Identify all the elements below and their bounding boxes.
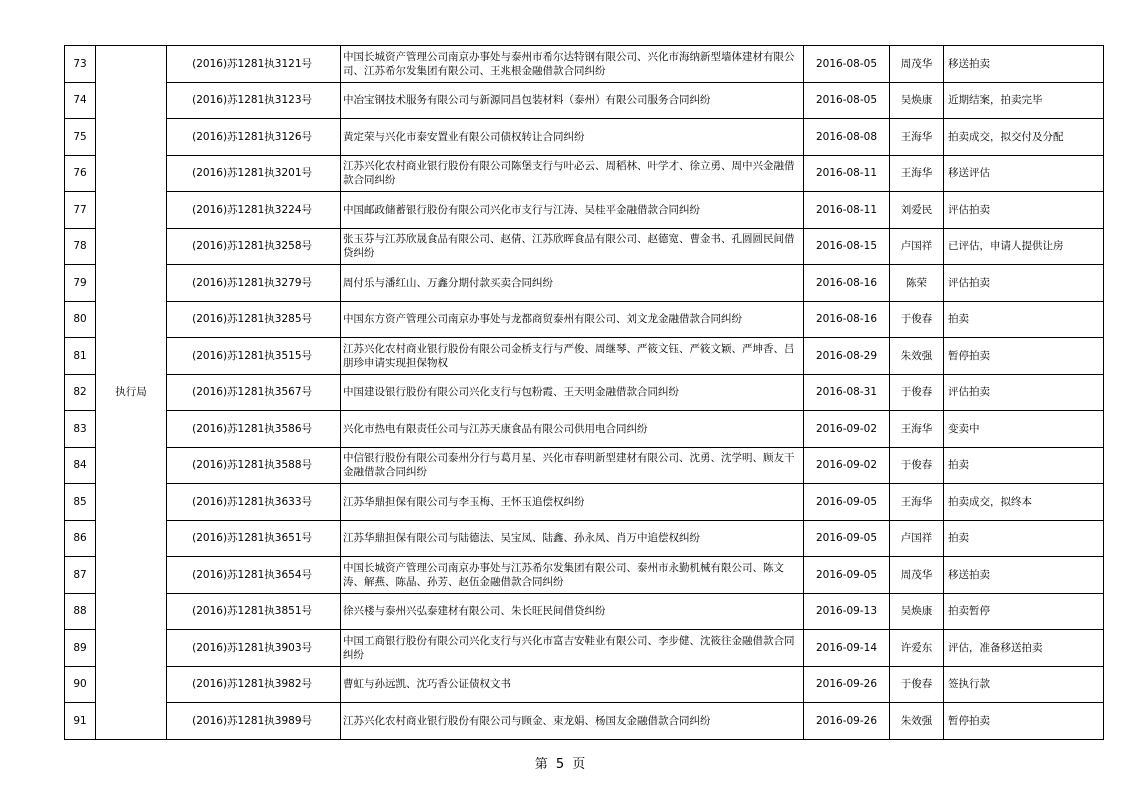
filing-date: 2016-08-05 <box>804 46 890 83</box>
case-status: 变卖中 <box>944 411 1104 448</box>
table-row <box>65 82 1104 119</box>
filing-date: 2016-08-16 <box>804 265 890 302</box>
case-title: 江苏兴化农村商业银行股份有限公司与顾金、束龙娟、杨国友金融借款合同纠纷 <box>341 703 804 740</box>
table-row <box>65 593 1104 630</box>
case-number: (2016)苏1281执3851号 <box>167 593 341 630</box>
judge-name: 吴焕康 <box>890 82 944 119</box>
filing-date: 2016-09-02 <box>804 411 890 448</box>
row-number: 73 <box>65 46 96 83</box>
filing-date: 2016-09-26 <box>804 703 890 740</box>
row-number: 82 <box>65 374 96 411</box>
filing-date: 2016-08-29 <box>804 338 890 375</box>
row-number: 77 <box>65 192 96 229</box>
judge-name: 于俊春 <box>890 666 944 703</box>
filing-date: 2016-09-05 <box>804 557 890 594</box>
row-number: 79 <box>65 265 96 302</box>
row-number: 75 <box>65 119 96 156</box>
case-status: 拍卖成交，拟终本 <box>944 484 1104 521</box>
row-number: 85 <box>65 484 96 521</box>
case-title: 中国工商银行股份有限公司兴化支行与兴化市富吉安鞋业有限公司、李步健、沈筱往金融借款合同纠纷 <box>341 630 804 667</box>
case-status: 近期结案，拍卖完毕 <box>944 82 1104 119</box>
case-status: 评估，准备移送拍卖 <box>944 630 1104 667</box>
filing-date: 2016-08-31 <box>804 374 890 411</box>
judge-name: 周茂华 <box>890 46 944 83</box>
judge-name: 许爱东 <box>890 630 944 667</box>
judge-name: 于俊春 <box>890 447 944 484</box>
table-row <box>65 119 1104 156</box>
case-number: (2016)苏1281执3121号 <box>167 46 341 83</box>
department-cell: 执行局 <box>96 46 167 740</box>
case-title: 江苏兴化农村商业银行股份有限公司陈堡支行与叶必云、周稻林、叶学才、徐立勇、周中兴金融借款合同纠纷 <box>341 155 804 192</box>
filing-date: 2016-08-16 <box>804 301 890 338</box>
case-table <box>64 45 1104 740</box>
table-row <box>65 557 1104 594</box>
row-number: 89 <box>65 630 96 667</box>
table-row <box>65 155 1104 192</box>
case-status: 移送拍卖 <box>944 557 1104 594</box>
filing-date: 2016-09-26 <box>804 666 890 703</box>
filing-date: 2016-09-13 <box>804 593 890 630</box>
table-row <box>65 520 1104 557</box>
case-number: (2016)苏1281执3515号 <box>167 338 341 375</box>
case-number: (2016)苏1281执3633号 <box>167 484 341 521</box>
judge-name: 王海华 <box>890 411 944 448</box>
row-number: 88 <box>65 593 96 630</box>
case-status: 评估拍卖 <box>944 192 1104 229</box>
row-number: 86 <box>65 520 96 557</box>
case-status: 拍卖 <box>944 301 1104 338</box>
case-status: 已评估，申请人提供让房 <box>944 228 1104 265</box>
case-number: (2016)苏1281执3588号 <box>167 447 341 484</box>
judge-name: 于俊春 <box>890 374 944 411</box>
judge-name: 吴焕康 <box>890 593 944 630</box>
case-status: 签执行款 <box>944 666 1104 703</box>
table-row <box>65 630 1104 667</box>
case-title: 中国东方资产管理公司南京办事处与龙都商贸泰州有限公司、刘文龙金融借款合同纠纷 <box>341 301 804 338</box>
row-number: 83 <box>65 411 96 448</box>
case-number: (2016)苏1281执3224号 <box>167 192 341 229</box>
filing-date: 2016-09-05 <box>804 484 890 521</box>
filing-date: 2016-08-05 <box>804 82 890 119</box>
case-number: (2016)苏1281执3201号 <box>167 155 341 192</box>
case-number: (2016)苏1281执3123号 <box>167 82 341 119</box>
judge-name: 周茂华 <box>890 557 944 594</box>
case-title: 江苏华鼎担保有限公司与陆德法、吴宝凤、陆鑫、孙永凤、肖万中追偿权纠纷 <box>341 520 804 557</box>
judge-name: 朱效强 <box>890 703 944 740</box>
case-status: 评估拍卖 <box>944 374 1104 411</box>
case-number: (2016)苏1281执3567号 <box>167 374 341 411</box>
case-status: 评估拍卖 <box>944 265 1104 302</box>
judge-name: 刘爱民 <box>890 192 944 229</box>
filing-date: 2016-09-14 <box>804 630 890 667</box>
row-number: 87 <box>65 557 96 594</box>
case-title: 黄定荣与兴化市泰安置业有限公司债权转让合同纠纷 <box>341 119 804 156</box>
judge-name: 朱效强 <box>890 338 944 375</box>
row-number: 84 <box>65 447 96 484</box>
filing-date: 2016-08-15 <box>804 228 890 265</box>
filing-date: 2016-09-05 <box>804 520 890 557</box>
case-status: 暂停拍卖 <box>944 703 1104 740</box>
filing-date: 2016-08-08 <box>804 119 890 156</box>
case-number: (2016)苏1281执3982号 <box>167 666 341 703</box>
case-title: 中冶宝钢技术服务有限公司与新源同昌包装材料（泰州）有限公司服务合同纠纷 <box>341 82 804 119</box>
case-status: 暂停拍卖 <box>944 338 1104 375</box>
table-row <box>65 703 1104 740</box>
row-number: 78 <box>65 228 96 265</box>
case-number: (2016)苏1281执3586号 <box>167 411 341 448</box>
judge-name: 卢国祥 <box>890 228 944 265</box>
case-title: 徐兴楼与泰州兴弘泰建材有限公司、朱长旺民间借贷纠纷 <box>341 593 804 630</box>
case-number: (2016)苏1281执3989号 <box>167 703 341 740</box>
case-number: (2016)苏1281执3651号 <box>167 520 341 557</box>
case-title: 江苏华鼎担保有限公司与李玉梅、王怀玉追偿权纠纷 <box>341 484 804 521</box>
filing-date: 2016-08-11 <box>804 192 890 229</box>
row-number: 81 <box>65 338 96 375</box>
case-number: (2016)苏1281执3258号 <box>167 228 341 265</box>
judge-name: 王海华 <box>890 155 944 192</box>
row-number: 74 <box>65 82 96 119</box>
table-row <box>65 447 1104 484</box>
case-status: 拍卖 <box>944 447 1104 484</box>
table-row <box>65 228 1104 265</box>
case-title: 中信银行股份有限公司泰州分行与葛月星、兴化市春明新型建材有限公司、沈勇、沈学明、顾友干金融借款合同纠纷 <box>341 447 804 484</box>
case-title: 周付乐与潘红山、万鑫分期付款买卖合同纠纷 <box>341 265 804 302</box>
case-table-body <box>65 46 1104 740</box>
filing-date: 2016-08-11 <box>804 155 890 192</box>
row-number: 76 <box>65 155 96 192</box>
table-row <box>65 666 1104 703</box>
case-title: 兴化市热电有限责任公司与江苏天康食品有限公司供用电合同纠纷 <box>341 411 804 448</box>
table-row <box>65 374 1104 411</box>
case-status: 拍卖暂停 <box>944 593 1104 630</box>
judge-name: 陈荣 <box>890 265 944 302</box>
table-row <box>65 301 1104 338</box>
case-number: (2016)苏1281执3126号 <box>167 119 341 156</box>
judge-name: 王海华 <box>890 484 944 521</box>
table-row <box>65 265 1104 302</box>
case-status: 拍卖 <box>944 520 1104 557</box>
case-number: (2016)苏1281执3903号 <box>167 630 341 667</box>
case-status: 拍卖成交，拟交付及分配 <box>944 119 1104 156</box>
case-title: 中国长城资产管理公司南京办事处与江苏希尔发集团有限公司、泰州市永勤机械有限公司、陈文涛、解燕、陈晶、孙芳、赵伍金融借款合同纠纷 <box>341 557 804 594</box>
row-number: 90 <box>65 666 96 703</box>
case-title: 张玉芬与江苏欣晟食品有限公司、赵倩、江苏欣晖食品有限公司、赵德宽、曹金书、孔圆圆民间借贷纠纷 <box>341 228 804 265</box>
case-number: (2016)苏1281执3285号 <box>167 301 341 338</box>
table-row <box>65 192 1104 229</box>
page-number: 第 5 页 <box>534 757 588 772</box>
case-title: 中国长城资产管理公司南京办事处与泰州市希尔达特钢有限公司、兴化市海纳新型墙体建材有限公司、江苏希尔发集团有限公司、王兆根金融借款合同纠纷 <box>341 46 804 83</box>
table-row <box>65 411 1104 448</box>
judge-name: 卢国祥 <box>890 520 944 557</box>
case-title: 曹虹与孙远凯、沈巧香公证债权文书 <box>341 666 804 703</box>
case-status: 移送拍卖 <box>944 46 1104 83</box>
row-number: 91 <box>65 703 96 740</box>
table-row <box>65 484 1104 521</box>
judge-name: 于俊春 <box>890 301 944 338</box>
filing-date: 2016-09-02 <box>804 447 890 484</box>
judge-name: 王海华 <box>890 119 944 156</box>
table-row <box>65 46 1104 83</box>
case-title: 中国建设银行股份有限公司兴化支行与包粉霞、王天明金融借款合同纠纷 <box>341 374 804 411</box>
case-number: (2016)苏1281执3654号 <box>167 557 341 594</box>
case-number: (2016)苏1281执3279号 <box>167 265 341 302</box>
case-title: 江苏兴化农村商业银行股份有限公司金桥支行与严俊、周继琴、严筱文钰、严筱文颖、严坤香、吕朋珍申请实现担保物权 <box>341 338 804 375</box>
case-status: 移送评估 <box>944 155 1104 192</box>
row-number: 80 <box>65 301 96 338</box>
table-row <box>65 338 1104 375</box>
case-title: 中国邮政储蓄银行股份有限公司兴化市支行与江涛、吴桂平金融借款合同纠纷 <box>341 192 804 229</box>
